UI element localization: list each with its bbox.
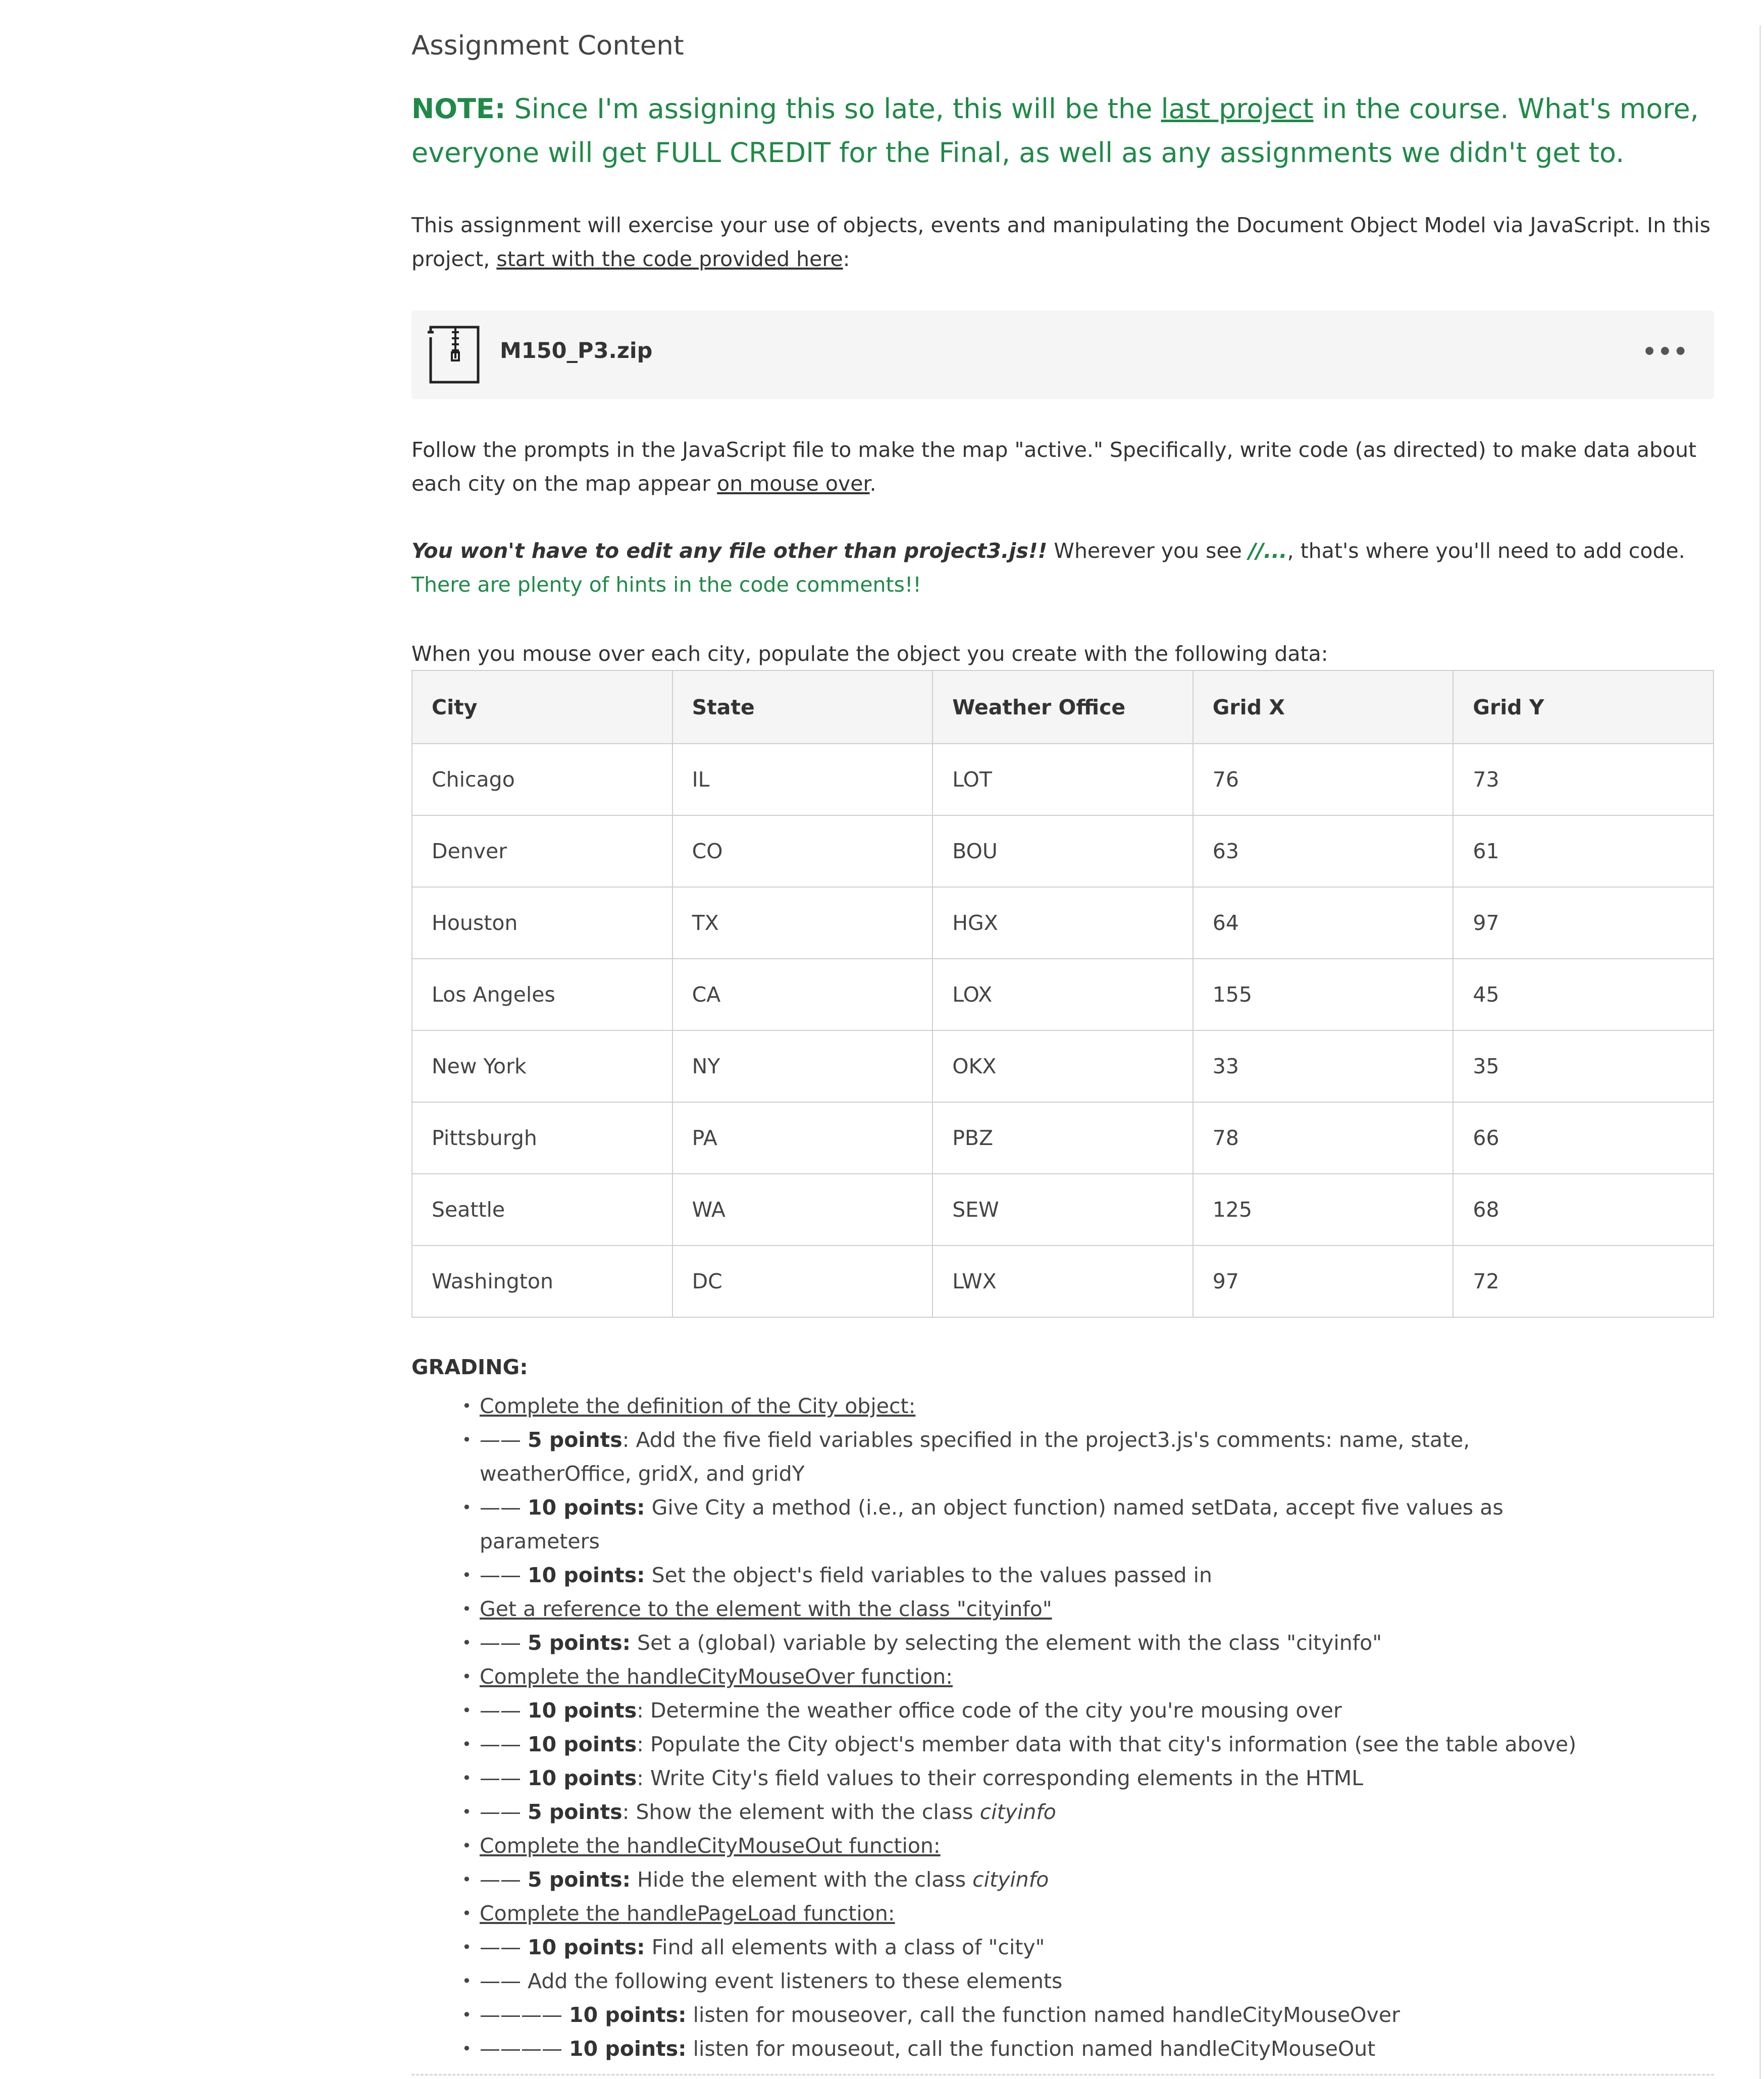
cell-state: WA bbox=[672, 1174, 933, 1245]
points: 10 points: bbox=[528, 1563, 645, 1587]
list-item bbox=[462, 1795, 1613, 1829]
cell-grid-x: 76 bbox=[1193, 744, 1454, 815]
column-header-city: City bbox=[412, 670, 672, 744]
points: 10 points: bbox=[569, 2003, 687, 2027]
points: 5 points: bbox=[528, 1631, 631, 1655]
intro-tail: : bbox=[843, 247, 850, 271]
table-row bbox=[412, 887, 1714, 959]
item-text: : Populate the City object's member data with that city's information (see the table above) bbox=[637, 1732, 1577, 1756]
page-title: Assignment Content bbox=[411, 30, 684, 61]
intro-text: This assignment will exercise your use of objects, events and manipulating the Document Object Model via JavaScript. In this project, bbox=[411, 213, 1711, 271]
points: 10 points bbox=[528, 1766, 637, 1790]
table-row bbox=[412, 1245, 1714, 1317]
item-text: Hide the element with the class bbox=[631, 1867, 973, 1892]
cell-state: CA bbox=[672, 959, 933, 1030]
table-row bbox=[412, 815, 1714, 887]
grading-title: GRADING: bbox=[411, 1355, 528, 1379]
cell-grid-x: 33 bbox=[1193, 1030, 1454, 1102]
cell-city: Seattle bbox=[412, 1174, 672, 1245]
cell-state: PA bbox=[672, 1102, 933, 1174]
cell-city: Denver bbox=[412, 815, 672, 887]
item-text: Add the following event listeners to these elements bbox=[528, 1969, 1063, 1993]
dash: —— bbox=[480, 1800, 528, 1824]
cell-grid-x: 64 bbox=[1193, 887, 1454, 959]
dash: —— bbox=[480, 1698, 528, 1723]
cell-grid-y: 35 bbox=[1453, 1030, 1714, 1102]
cell-grid-x: 97 bbox=[1193, 1245, 1454, 1317]
cell-grid-x: 125 bbox=[1193, 1174, 1454, 1245]
cell-state: CO bbox=[672, 815, 933, 887]
section-link[interactable]: Complete the definition of the City object: bbox=[480, 1394, 916, 1418]
list-item bbox=[462, 1931, 1613, 1964]
list-item bbox=[462, 1558, 1613, 1592]
dash: —— bbox=[480, 1495, 528, 1520]
more-options-icon[interactable]: ••• bbox=[1642, 338, 1689, 365]
cell-grid-y: 61 bbox=[1453, 815, 1714, 887]
follow-paragraph bbox=[411, 433, 1714, 501]
cell-weather-office: HGX bbox=[932, 887, 1193, 959]
list-item bbox=[462, 1626, 1613, 1660]
list-item bbox=[462, 1897, 1613, 1931]
dash: —— bbox=[480, 1428, 528, 1452]
cell-weather-office: PBZ bbox=[932, 1102, 1193, 1174]
column-header-grid-y: Grid Y bbox=[1453, 670, 1714, 744]
follow-text: Follow the prompts in the JavaScript file to make the map "active." Specifically, write code (as directed) to make data about each city on the map appear bbox=[411, 438, 1697, 496]
cell-grid-y: 72 bbox=[1453, 1245, 1714, 1317]
item-text: Set a (global) variable by selecting the element with the class "cityinfo" bbox=[631, 1631, 1382, 1655]
right-divider bbox=[1759, 25, 1761, 2079]
last-project-link[interactable]: last project bbox=[1161, 93, 1314, 125]
table-row bbox=[412, 959, 1714, 1030]
dash: —— bbox=[480, 1935, 528, 1959]
cell-weather-office: SEW bbox=[932, 1174, 1193, 1245]
list-item bbox=[462, 1728, 1613, 1761]
section-link[interactable]: Get a reference to the element with the class "cityinfo" bbox=[480, 1597, 1052, 1621]
cell-grid-y: 97 bbox=[1453, 887, 1714, 959]
edit-bold-text: You won't have to edit any file other than project3.js!! bbox=[411, 539, 1048, 563]
dash: ———— bbox=[480, 2003, 569, 2027]
edit-text-1: Wherever you see bbox=[1047, 539, 1249, 563]
list-item bbox=[462, 1592, 1613, 1626]
item-text: : Show the element with the class bbox=[622, 1800, 980, 1824]
column-header-weather-office: Weather Office bbox=[932, 670, 1193, 744]
table-row bbox=[412, 744, 1714, 815]
dash: —— bbox=[480, 1766, 528, 1790]
dash: —— bbox=[480, 1563, 528, 1587]
list-item bbox=[462, 1660, 1613, 1694]
item-text: Set the object's field variables to the values passed in bbox=[645, 1563, 1212, 1587]
points: 10 points: bbox=[528, 1495, 645, 1520]
table-intro: When you mouse over each city, populate the object you create with the following data: bbox=[411, 642, 1328, 666]
edit-text-2: , that's where you'll need to add code. bbox=[1287, 539, 1685, 563]
list-item bbox=[462, 1423, 1613, 1491]
points: 5 points: bbox=[528, 1867, 631, 1892]
points: 10 points bbox=[528, 1732, 637, 1756]
table-row bbox=[412, 1174, 1714, 1245]
cell-state: TX bbox=[672, 887, 933, 959]
dash: —— bbox=[480, 1732, 528, 1756]
cell-state: DC bbox=[672, 1245, 933, 1317]
table-header-row bbox=[412, 670, 1714, 744]
cell-grid-y: 45 bbox=[1453, 959, 1714, 1030]
points: 10 points: bbox=[528, 1935, 645, 1959]
list-item bbox=[462, 1964, 1613, 1998]
list-item bbox=[462, 1761, 1613, 1795]
dash: —— bbox=[480, 1969, 528, 1993]
class-name: cityinfo bbox=[979, 1800, 1056, 1824]
file-attachment[interactable] bbox=[411, 310, 1714, 399]
section-link[interactable]: Complete the handlePageLoad function: bbox=[480, 1901, 895, 1926]
section-link[interactable]: Complete the handleCityMouseOver function: bbox=[480, 1665, 953, 1689]
cell-grid-x: 63 bbox=[1193, 815, 1454, 887]
cell-weather-office: LOX bbox=[932, 959, 1193, 1030]
note-paragraph bbox=[411, 87, 1714, 175]
item-text: listen for mouseout, call the function named handleCityMouseOut bbox=[686, 2037, 1376, 2061]
on-mouse-over-link[interactable]: on mouse over bbox=[717, 472, 870, 496]
note-text-before: Since I'm assigning this so late, this will be the bbox=[505, 93, 1161, 125]
cell-city: Chicago bbox=[412, 744, 672, 815]
cell-grid-x: 155 bbox=[1193, 959, 1454, 1030]
cell-weather-office: LOT bbox=[932, 744, 1193, 815]
cell-state: NY bbox=[672, 1030, 933, 1102]
cell-city: Houston bbox=[412, 887, 672, 959]
note-text-after: in the course. What's more, everyone will get FULL CREDIT for the Final, as well as any assignments we didn't get to. bbox=[411, 93, 1699, 169]
table-row bbox=[412, 1102, 1714, 1174]
cell-weather-office: LWX bbox=[932, 1245, 1193, 1317]
list-item bbox=[462, 1694, 1613, 1728]
list-item bbox=[462, 2032, 1613, 2066]
cell-city: New York bbox=[412, 1030, 672, 1102]
item-text: Give City a method (i.e., an object function) named setData, accept five values as parameters bbox=[480, 1495, 1503, 1553]
grading-list bbox=[462, 1389, 1613, 2066]
cell-state: IL bbox=[672, 744, 933, 815]
points: 10 points: bbox=[569, 2037, 687, 2061]
cell-grid-x: 78 bbox=[1193, 1102, 1454, 1174]
class-name: cityinfo bbox=[972, 1867, 1049, 1892]
cell-city: Los Angeles bbox=[412, 959, 672, 1030]
city-data-table bbox=[411, 670, 1714, 1318]
column-header-grid-x: Grid X bbox=[1193, 670, 1454, 744]
edit-paragraph bbox=[411, 534, 1714, 602]
list-item bbox=[462, 1998, 1613, 2032]
column-header-state: State bbox=[672, 670, 933, 744]
item-text: listen for mouseover, call the function named handleCityMouseOver bbox=[686, 2003, 1400, 2027]
list-item bbox=[462, 1863, 1613, 1897]
note-label: NOTE: bbox=[411, 93, 506, 125]
item-text: Find all elements with a class of "city" bbox=[645, 1935, 1045, 1959]
points: 10 points bbox=[528, 1698, 637, 1723]
section-link[interactable]: Complete the handleCityMouseOut function: bbox=[480, 1834, 941, 1858]
item-text: : Write City's field values to their corresponding elements in the HTML bbox=[637, 1766, 1364, 1790]
cell-city: Pittsburgh bbox=[412, 1102, 672, 1174]
cell-weather-office: BOU bbox=[932, 815, 1193, 887]
points: 5 points bbox=[528, 1800, 622, 1824]
points: 5 points bbox=[528, 1428, 622, 1452]
list-item bbox=[462, 1491, 1613, 1558]
cell-grid-y: 68 bbox=[1453, 1174, 1714, 1245]
cell-weather-office: OKX bbox=[932, 1030, 1193, 1102]
intro-paragraph bbox=[411, 209, 1714, 276]
code-marker: //... bbox=[1248, 539, 1287, 563]
dash: —— bbox=[480, 1631, 528, 1655]
cell-grid-y: 73 bbox=[1453, 744, 1714, 815]
list-item bbox=[462, 1389, 1613, 1423]
item-text: : Determine the weather office code of the city you're mousing over bbox=[637, 1698, 1342, 1723]
bottom-divider bbox=[411, 2074, 1714, 2075]
hint-text: There are plenty of hints in the code comments!! bbox=[411, 573, 921, 597]
dash: ———— bbox=[480, 2037, 569, 2061]
list-item bbox=[462, 1829, 1613, 1863]
starter-code-link[interactable]: start with the code provided here bbox=[496, 247, 843, 271]
file-name[interactable]: M150_P3.zip bbox=[500, 338, 653, 363]
cell-city: Washington bbox=[412, 1245, 672, 1317]
item-text: : Add the five field variables specified in the project3.js's comments: name, state, weatherOffice, gridX, and gridY bbox=[480, 1428, 1470, 1486]
follow-tail: . bbox=[869, 472, 876, 496]
cell-grid-y: 66 bbox=[1453, 1102, 1714, 1174]
table-row bbox=[412, 1030, 1714, 1102]
zip-file-icon bbox=[427, 323, 482, 386]
dash: —— bbox=[480, 1867, 528, 1892]
